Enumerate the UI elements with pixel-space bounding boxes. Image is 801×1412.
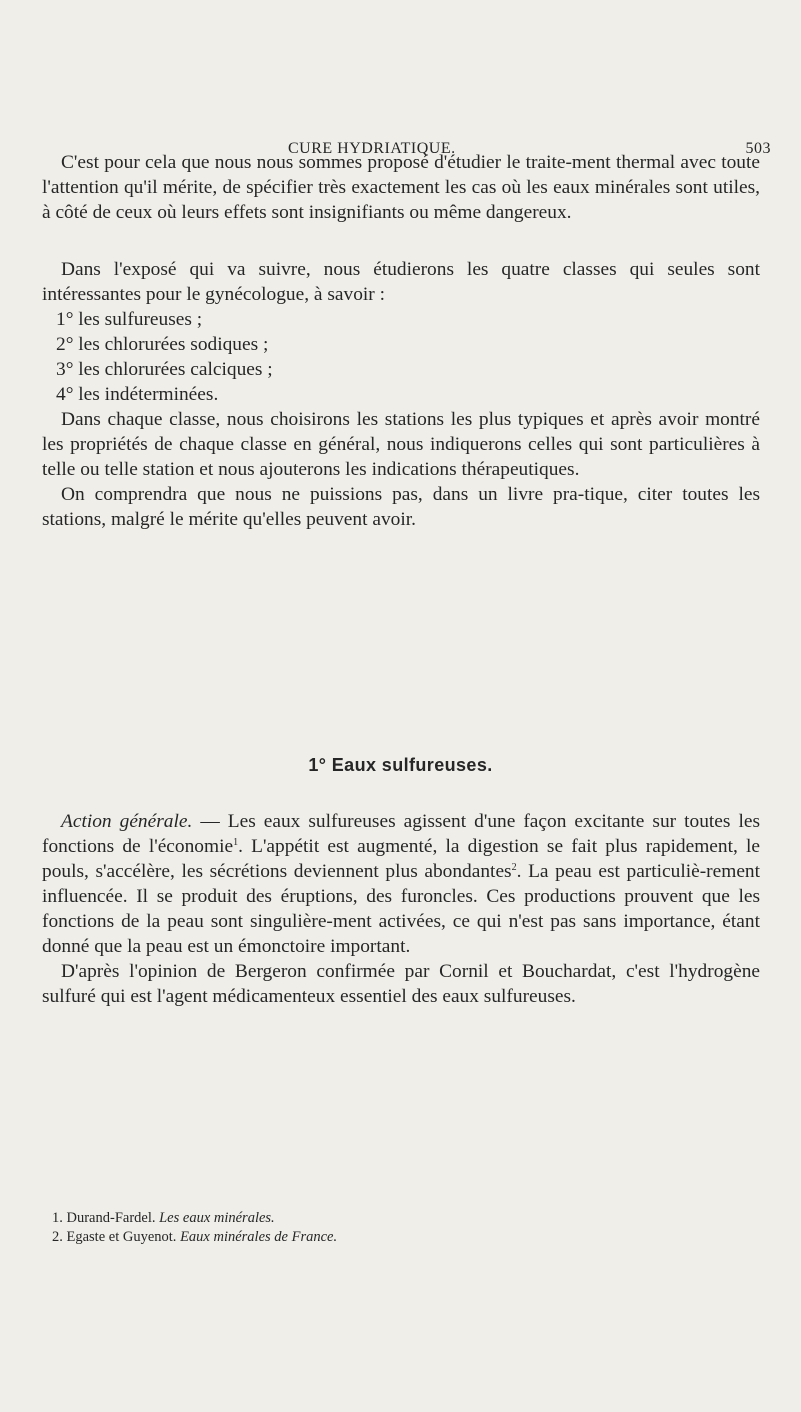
classes-block [42,257,760,532]
paragraph-5-part-1: — Les eaux sulfureuses agissent d'une façon excitante sur toutes les fonctions de l'économie [42,811,760,857]
classes-list [42,307,760,407]
list-item: 4° les indéterminées. [56,384,219,405]
section-heading: 1° Eaux sulfureuses. [308,755,493,775]
footnotes [52,1209,752,1247]
page-number: 503 [745,140,771,157]
paragraph-6: D'après l'opinion de Bergeron confirmée par Cornil et Bouchardat, c'est l'hydrogène sulfuré qui est l'agent médicamenteux essentiel des eaux sulfureuses. [42,961,760,1007]
running-title: CURE HYDRIATIQUE. [288,140,456,157]
footnote-ref-1: 1 [233,837,239,848]
footnote-1 [52,1209,752,1228]
footnote-author: Durand-Fardel. [66,1210,156,1226]
paragraph-5 [42,809,760,959]
intro-block [42,150,760,225]
paragraph-3: Dans chaque classe, nous choisirons les stations les plus typiques et après avoir montré les propriétés de chaque classe en général, nous indiquerons celles qui sont particulières à telle ou telle station et nous ajouterons les indications thérapeutiques. [42,409,760,480]
footnote-number: 1. [52,1210,63,1226]
paragraph-2: Dans l'exposé qui va suivre, nous étudierons les quatre classes qui seules sont intéressantes pour le gynécologue, à savoir : [42,259,760,305]
paragraph-1: C'est pour cela que nous nous sommes proposé d'étudier le traite-ment thermal avec toute l'attention qu'il mérite, de spécifier très exactement les cas où les eaux minérales sont utiles, à côté de ceux où leurs effets sont insignifiants ou même dangereux. [42,152,760,223]
footnote-title: Eaux minérales de France. [180,1229,338,1245]
footnote-number: 2. [52,1229,63,1245]
footnote-title: Les eaux minérales. [159,1210,275,1226]
footnote-2 [52,1228,752,1247]
list-item: 1° les sulfureuses ; [56,309,203,330]
paragraph-5-part-3: . La peau est particuliè-rement influencée. Il se produit des éruptions, des furoncles. Ces productions prouvent que les fonctions de la peau sont singulière-ment activées, ce qui n'est pas sans importance, étant donné que la peau est un émonctoire important. [42,861,761,957]
paragraph-5-lead: Action générale. [61,811,193,832]
footnote-author: Egaste et Guyenot. [66,1229,177,1245]
paragraph-5-part-2: . L'appétit est augmenté, la digestion se fait plus rapidement, le pouls, s'accélère, les sécrétions deviennent plus abondantes [42,836,760,882]
paragraph-4: On comprendra que nous ne puissions pas, dans un livre pra-tique, citer toutes les stations, malgré le mérite qu'elles peuvent avoir. [42,484,760,530]
list-item: 2° les chlorurées sodiques ; [56,334,269,355]
sulfur-section [42,809,760,1009]
list-item: 3° les chlorurées calciques ; [56,359,273,380]
footnote-ref-2: 2 [511,862,517,873]
